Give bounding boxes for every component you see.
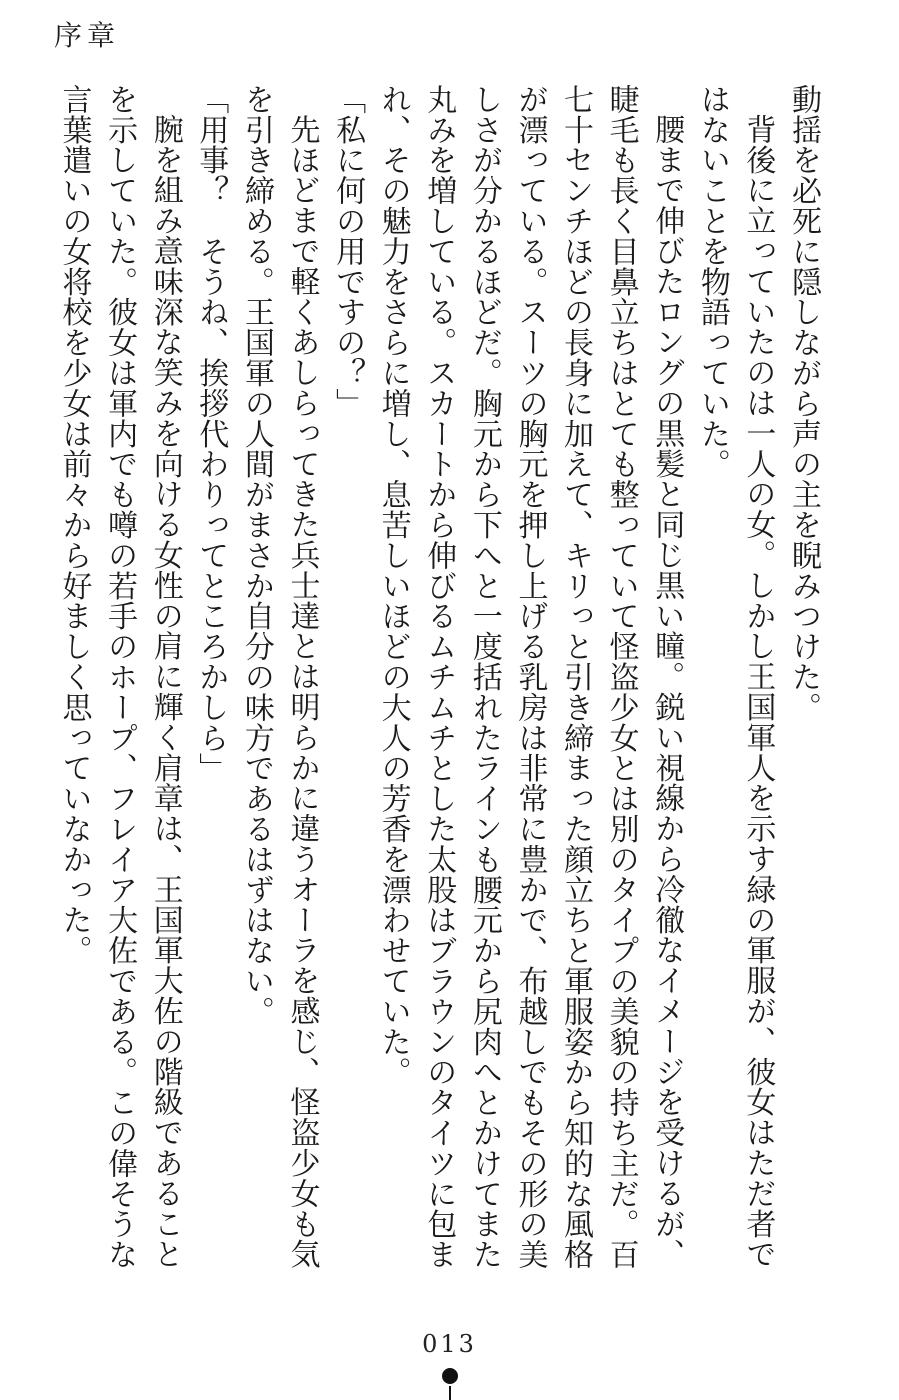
paragraph: 「用事？ そうね、挨拶代わりってところかしら」 xyxy=(193,84,229,784)
paragraph: 先ほどまで軽くあしらってきた兵士達とは明らかに違うオーラを感じ、怪盗少女も気を引き締める。王国軍の人間がまさか自分の味方であるはずはない。 xyxy=(238,84,320,1270)
footer-tick-mark xyxy=(449,1386,451,1400)
paragraph: 腕を組み意味深な笑みを向ける女性の肩に輝く肩章は、王国軍大佐の階級であることを示していた。彼女は軍内でも噂の若手のホープ、フレイア大佐である。この偉そうな言葉遣いの女将校を少女は前々から好ましく思っていなかった。 xyxy=(56,84,183,1270)
paragraph: 「私に何の用ですの？」 xyxy=(330,84,366,419)
paragraph: 腰まで伸びたロングの黒髪と同じ黒い瞳。鋭い視線から冷徹なイメージを受けるが、睫毛も長く目鼻立ちはとても整っていて怪盗少女とは別のタイプの美貌の持ち主だ。百七十センチほどの長身に加えて、キリっと引き締まった顔立ちと軍服姿から知的な風格が漂っている。スーツの胸元を押し上げる乳房は非常に豊かで、布越しでもその形の美しさが分かるほどだ。胸元から下へと一度括れたラインも腰元から尻肉へとかけてまた丸みを増している。スカートから伸びるムチムチとした太股はブラウンのタイツに包まれ、その魅力をさらに増し、息苦しいほどの大人の芳香を漂わせていた。 xyxy=(375,84,685,1270)
chapter-header: 序章 xyxy=(54,19,121,52)
paragraph: 背後に立っていたのは一人の女。しかし王国軍人を示す緑の軍服が、彼女はただ者ではないことを物語っていた。 xyxy=(694,84,776,1270)
page-footer xyxy=(0,1330,899,1400)
page-marker-dot-icon xyxy=(442,1368,458,1384)
page-number: 013 xyxy=(422,1330,477,1358)
text-body xyxy=(51,84,826,1294)
paragraph: 動揺を必死に隠しながら声の主を睨みつけた。 xyxy=(786,84,821,723)
